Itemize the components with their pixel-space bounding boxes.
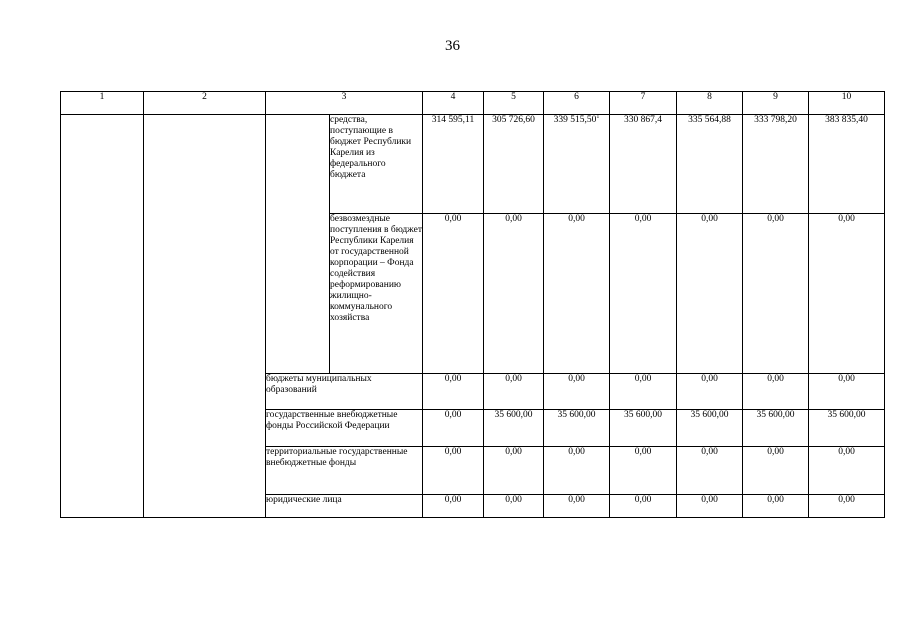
column-header: 7 [610, 92, 677, 115]
table-cell: 0,00 [484, 214, 544, 374]
table-cell: 383 835,40 [809, 115, 885, 214]
row-label: территориальные государственные внебюджетные фонды [266, 447, 423, 495]
page-number: 36 [445, 38, 460, 54]
table-cell: 0,00 [423, 374, 484, 410]
table-cell: 35 600,00 [544, 410, 610, 447]
row-label: безвозмездные поступления в бюджет Республики Карелия от государственной корпорации – Фонда содействия реформированию жилищно-коммунального хозяйства [330, 214, 423, 374]
table-cell: 0,00 [809, 447, 885, 495]
column-header: 3 [266, 92, 423, 115]
table-cell: 0,00 [677, 214, 743, 374]
table-cell: 330 867,4 [610, 115, 677, 214]
column-header: 4 [423, 92, 484, 115]
table-cell: 35 600,00 [484, 410, 544, 447]
row-label: средства, поступающие в бюджет Республики Карелия из федерального бюджета [330, 115, 423, 214]
table-cell: 0,00 [610, 447, 677, 495]
footnote-mark: 1 [596, 113, 600, 120]
table-cell: 0,00 [610, 214, 677, 374]
table-cell: 0,00 [544, 214, 610, 374]
empty-cell-column-2 [144, 115, 266, 518]
table-header-row [61, 92, 885, 115]
column-header: 2 [144, 92, 266, 115]
table-cell: 35 600,00 [809, 410, 885, 447]
column-header: 5 [484, 92, 544, 115]
table-cell: 0,00 [484, 374, 544, 410]
empty-cell-column-1 [61, 115, 144, 518]
table-cell: 0,00 [677, 447, 743, 495]
table-cell: 0,00 [743, 374, 809, 410]
table-cell: 0,00 [423, 495, 484, 518]
table-cell: 0,00 [809, 214, 885, 374]
column-header: 6 [544, 92, 610, 115]
budget-table [60, 91, 885, 518]
table-cell: 0,00 [484, 495, 544, 518]
cell-value: 339 515,50 [553, 115, 597, 125]
table-cell: 0,00 [484, 447, 544, 495]
column-header: 10 [809, 92, 885, 115]
column-header: 9 [743, 92, 809, 115]
table-cell: 0,00 [423, 410, 484, 447]
table-cell: 0,00 [809, 374, 885, 410]
table-cell: 0,00 [743, 214, 809, 374]
table-cell: 0,00 [544, 495, 610, 518]
table-cell [544, 115, 610, 214]
table-cell: 0,00 [610, 374, 677, 410]
table-cell: 333 798,20 [743, 115, 809, 214]
table-row [61, 115, 885, 214]
empty-cell-column-3-indent [266, 115, 330, 374]
table-cell: 305 726,60 [484, 115, 544, 214]
table-cell: 0,00 [423, 214, 484, 374]
table-cell: 0,00 [743, 495, 809, 518]
table-cell: 0,00 [743, 447, 809, 495]
column-header: 8 [677, 92, 743, 115]
table-cell: 0,00 [423, 447, 484, 495]
table-cell: 314 595,11 [423, 115, 484, 214]
table-cell: 0,00 [610, 495, 677, 518]
table-cell: 0,00 [544, 374, 610, 410]
column-header: 1 [61, 92, 144, 115]
table-cell: 0,00 [809, 495, 885, 518]
table-cell: 35 600,00 [743, 410, 809, 447]
table-cell: 35 600,00 [677, 410, 743, 447]
row-label: государственные внебюджетные фонды Российской Федерации [266, 410, 423, 447]
table-cell: 0,00 [677, 374, 743, 410]
row-label: бюджеты муниципальных образований [266, 374, 423, 410]
row-label: юридические лица [266, 495, 423, 518]
table-cell: 0,00 [677, 495, 743, 518]
table-cell: 35 600,00 [610, 410, 677, 447]
table-cell: 0,00 [544, 447, 610, 495]
table-cell: 335 564,88 [677, 115, 743, 214]
